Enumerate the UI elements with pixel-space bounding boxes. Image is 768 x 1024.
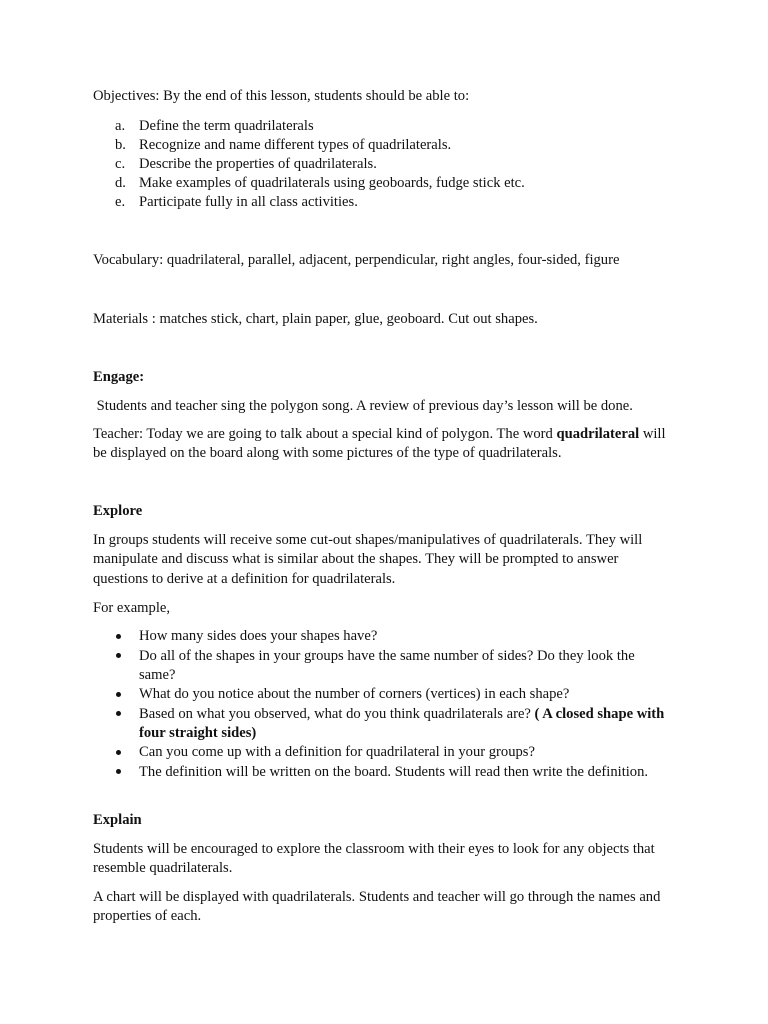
bullet-icon — [116, 750, 121, 755]
list-marker: d. — [115, 175, 126, 191]
objectives-intro: Objectives: By the end of this lesson, students should be able to: — [93, 88, 470, 104]
list-marker: a. — [115, 118, 126, 134]
engage-teacher-text-end: will be displayed on the board along with some pictures of the type of quadrilaterals. — [93, 426, 666, 462]
list-marker: c. — [115, 156, 126, 172]
list-item-text: Make examples of quadrilaterals using geoboards, fudge stick etc. — [139, 175, 525, 191]
explore-paragraph: In groups students will receive some cut-out shapes/manipulatives of quadrilaterals. They will manipulate and discuss what is similar about the shapes. They will be prompted to answer questions to derive at a definition for quadrilaterals. — [93, 532, 643, 587]
bullet-icon — [116, 634, 121, 639]
bullet-icon — [116, 653, 121, 658]
list-marker: b. — [115, 137, 126, 153]
list-item-text: Can you come up with a definition for quadrilateral in your groups? — [139, 744, 535, 760]
list-item-text: Define the term quadrilaterals — [139, 118, 314, 134]
vocabulary-line: Vocabulary: quadrilateral, parallel, adjacent, perpendicular, right angles, four-sided, figure — [93, 252, 620, 268]
bullet-icon — [116, 692, 121, 697]
keyword-quadrilateral: quadrilateral — [556, 426, 640, 442]
list-item-text: What do you notice about the number of corners (vertices) in each shape? — [139, 686, 570, 702]
list-item-text: How many sides does your shapes have? — [139, 628, 378, 644]
list-item-text: Describe the properties of quadrilaterals. — [139, 156, 377, 172]
engage-heading: Engage: — [93, 369, 145, 385]
explain-heading: Explain — [93, 812, 142, 828]
bullet-icon — [116, 711, 121, 716]
engage-teacher-text: Teacher: Today we are going to talk about a special kind of polygon. The word — [93, 426, 557, 442]
engage-paragraph: Students and teacher sing the polygon song. A review of previous day’s lesson will be done. — [93, 398, 633, 414]
materials-line: Materials : matches stick, chart, plain paper, glue, geoboard. Cut out shapes. — [93, 311, 538, 327]
list-item-text — [139, 705, 674, 744]
list-item-text-main: Based on what you observed, what do you think quadrilaterals are? — [139, 706, 535, 722]
definition-answer: ( A closed shape with four straight sides) — [139, 706, 665, 742]
explore-heading: Explore — [93, 503, 143, 519]
explain-paragraph-2: A chart will be displayed with quadrilaterals. Students and teacher will go through the names and properties of each. — [93, 889, 661, 925]
list-marker: e. — [115, 194, 126, 210]
list-item-text: Participate fully in all class activities. — [139, 194, 358, 210]
bullet-icon — [116, 769, 121, 774]
list-item-text: The definition will be written on the board. Students will read then write the definition. — [139, 764, 649, 780]
list-item-text: Do all of the shapes in your groups have the same number of sides? Do they look the same? — [139, 648, 635, 684]
engage-teacher-paragraph — [93, 425, 675, 464]
list-item-text: Recognize and name different types of quadrilaterals. — [139, 137, 452, 153]
explain-paragraph-1: Students will be encouraged to explore the classroom with their eyes to look for any objects that resemble quadrilaterals. — [93, 841, 655, 877]
for-example-label: For example, — [93, 600, 171, 616]
